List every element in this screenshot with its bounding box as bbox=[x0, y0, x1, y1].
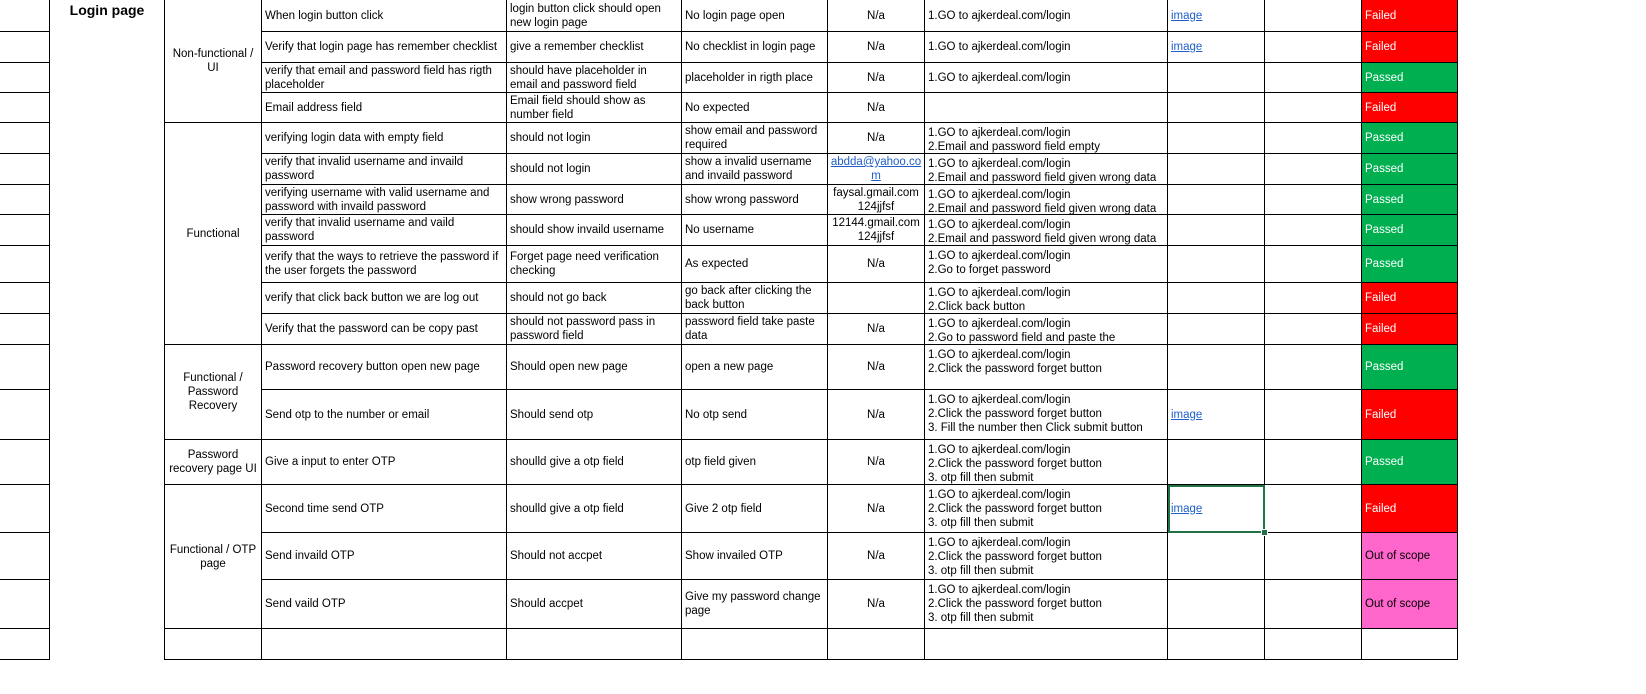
test-steps-cell-text: 1.GO to ajkerdeal.com/login 2.Click the password forget button 3. otp fill then submit bbox=[928, 489, 1102, 529]
actual-result-cell[interactable] bbox=[682, 215, 828, 246]
actual-result-cell-text: As expected bbox=[685, 258, 749, 270]
expected-result-cell-text: should show invaild username bbox=[510, 224, 665, 236]
test-data-cell[interactable] bbox=[828, 246, 925, 283]
description-cell-text: Second time send OTP bbox=[265, 502, 384, 515]
expected-result-cell[interactable] bbox=[507, 533, 682, 580]
test-data-cell[interactable] bbox=[828, 154, 925, 185]
cell-a[interactable] bbox=[0, 246, 50, 283]
test-data-cell[interactable] bbox=[828, 63, 925, 93]
cell-a[interactable] bbox=[0, 123, 50, 154]
description-cell[interactable] bbox=[262, 0, 507, 32]
expected-result-cell-text: login button click should open new login page bbox=[510, 2, 661, 29]
status-cell[interactable] bbox=[1362, 32, 1458, 63]
section-cell[interactable] bbox=[50, 0, 165, 660]
cell-a[interactable] bbox=[0, 154, 50, 185]
status-cell[interactable] bbox=[1362, 185, 1458, 215]
status-label: Passed bbox=[1365, 193, 1404, 206]
description-cell-text: Send vaild OTP bbox=[265, 598, 346, 610]
description-cell-text: Password recovery button open new page bbox=[265, 361, 480, 373]
description-cell[interactable] bbox=[262, 32, 507, 63]
status-cell[interactable] bbox=[1362, 283, 1458, 314]
status-cell[interactable] bbox=[1362, 93, 1458, 123]
group-label: Functional bbox=[186, 227, 240, 240]
test-steps-cell-text: 1.GO to ajkerdeal.com/login 2.Click the password forget button 3. Fill the number then Click submit button bbox=[928, 394, 1143, 434]
group-label: Non-functional / UI bbox=[172, 48, 254, 74]
actual-result-cell-text: show a invalid username and invaild password bbox=[685, 156, 812, 182]
actual-result-cell-text: No checklist in login page bbox=[685, 41, 816, 53]
status-cell[interactable] bbox=[1362, 0, 1458, 32]
description-cell[interactable] bbox=[262, 154, 507, 185]
test-data-cell-text: N/a bbox=[867, 598, 885, 610]
test-steps-cell-text: 1.GO to ajkerdeal.com/login 2.Go to password field and paste the bbox=[928, 318, 1116, 344]
actual-result-cell[interactable] bbox=[682, 63, 828, 93]
expected-result-cell[interactable] bbox=[507, 154, 682, 185]
expected-result-cell-text: show wrong password bbox=[510, 193, 624, 206]
test-data-cell-text: N/a bbox=[867, 323, 885, 335]
status-cell[interactable] bbox=[1362, 485, 1458, 533]
test-data-cell[interactable] bbox=[828, 485, 925, 533]
description-cell[interactable] bbox=[262, 93, 507, 123]
evidence-cell[interactable] bbox=[1168, 533, 1265, 580]
image-link[interactable]: image bbox=[1171, 502, 1203, 515]
empty-cell[interactable] bbox=[1362, 629, 1458, 660]
status-label: Failed bbox=[1365, 41, 1397, 53]
actual-result-cell[interactable] bbox=[682, 0, 828, 32]
test-data-cell-text: N/a bbox=[867, 502, 885, 515]
test-steps-cell[interactable] bbox=[925, 32, 1168, 63]
actual-result-cell[interactable] bbox=[682, 93, 828, 123]
actual-result-cell-text: password field take paste data bbox=[685, 316, 815, 342]
test-steps-cell[interactable] bbox=[925, 63, 1168, 93]
test-data-cell[interactable] bbox=[828, 215, 925, 246]
status-label: Failed bbox=[1365, 408, 1397, 421]
actual-result-cell-text: show email and password required bbox=[685, 125, 818, 151]
actual-result-cell-text: go back after clicking the back button bbox=[685, 285, 812, 311]
image-link[interactable]: image bbox=[1171, 408, 1203, 421]
section-title: Login page bbox=[69, 2, 145, 18]
status-cell[interactable] bbox=[1362, 123, 1458, 154]
test-steps-cell[interactable] bbox=[925, 154, 1168, 185]
cell-a[interactable] bbox=[0, 185, 50, 215]
actual-result-cell-text: No login page open bbox=[685, 9, 785, 22]
cell-a[interactable] bbox=[0, 215, 50, 246]
status-label: Passed bbox=[1365, 258, 1404, 270]
cell-a[interactable] bbox=[0, 390, 50, 440]
status-label: Failed bbox=[1365, 9, 1397, 22]
description-cell-text: verify that invalid username and invaild password bbox=[265, 156, 464, 182]
empty-cell[interactable] bbox=[828, 629, 925, 660]
actual-result-cell[interactable] bbox=[682, 314, 828, 345]
test-data-cell[interactable] bbox=[828, 185, 925, 215]
description-cell[interactable] bbox=[262, 440, 507, 485]
empty-cell[interactable] bbox=[1265, 32, 1362, 63]
test-data-cell[interactable] bbox=[828, 32, 925, 63]
test-data-cell-text: N/a bbox=[867, 41, 885, 53]
expected-result-cell-text: Should not accpet bbox=[510, 550, 603, 562]
test-steps-cell[interactable] bbox=[925, 215, 1168, 246]
status-cell[interactable] bbox=[1362, 440, 1458, 485]
expected-result-cell[interactable] bbox=[507, 32, 682, 63]
empty-cell[interactable] bbox=[1265, 314, 1362, 345]
expected-result-cell-text: should not go back bbox=[510, 292, 607, 304]
status-cell[interactable] bbox=[1362, 63, 1458, 93]
status-cell[interactable] bbox=[1362, 345, 1458, 390]
actual-result-cell-text: show wrong password bbox=[685, 193, 799, 206]
test-steps-cell[interactable] bbox=[925, 246, 1168, 283]
empty-cell[interactable] bbox=[1265, 533, 1362, 580]
status-label: Out of scope bbox=[1365, 550, 1431, 562]
expected-result-cell-text: Should accpet bbox=[510, 598, 583, 610]
evidence-cell[interactable] bbox=[1168, 93, 1265, 123]
expected-result-cell[interactable] bbox=[507, 314, 682, 345]
test-data-cell[interactable] bbox=[828, 123, 925, 154]
actual-result-cell-text: No expected bbox=[685, 101, 750, 114]
expected-result-cell[interactable] bbox=[507, 283, 682, 314]
cell-a[interactable] bbox=[0, 0, 50, 32]
test-data-cell[interactable] bbox=[828, 440, 925, 485]
expected-result-cell[interactable] bbox=[507, 215, 682, 246]
cell-a[interactable] bbox=[0, 485, 50, 533]
status-label: Failed bbox=[1365, 292, 1397, 304]
test-steps-cell-text: 1.GO to ajkerdeal.com/login 2.Click back button bbox=[928, 287, 1071, 313]
test-steps-cell-text: 1.GO to ajkerdeal.com/login bbox=[928, 9, 1071, 22]
empty-cell[interactable] bbox=[1265, 123, 1362, 154]
cell-a[interactable] bbox=[0, 345, 50, 390]
test-steps-cell[interactable] bbox=[925, 345, 1168, 390]
test-data-cell-text: N/a bbox=[867, 71, 885, 84]
empty-cell[interactable] bbox=[925, 629, 1168, 660]
expected-result-cell-text: should not login bbox=[510, 163, 591, 175]
test-steps-cell[interactable] bbox=[925, 485, 1168, 533]
evidence-cell[interactable] bbox=[1168, 345, 1265, 390]
description-cell-text: Give a input to enter OTP bbox=[265, 456, 396, 468]
evidence-cell[interactable] bbox=[1168, 185, 1265, 215]
actual-result-cell-text: No otp send bbox=[685, 408, 748, 421]
test-steps-cell[interactable] bbox=[925, 580, 1168, 629]
test-steps-cell[interactable] bbox=[925, 390, 1168, 440]
cell-a[interactable] bbox=[0, 32, 50, 63]
cell-a[interactable] bbox=[0, 63, 50, 93]
test-data-cell-text: faysal.gmail.com 124jjfsf bbox=[833, 186, 919, 213]
cell-a[interactable] bbox=[0, 314, 50, 345]
status-cell[interactable] bbox=[1362, 314, 1458, 345]
group-label: Functional / OTP page bbox=[169, 543, 257, 570]
image-link[interactable]: image bbox=[1171, 41, 1203, 53]
expected-result-cell-text: should not password pass in password field bbox=[510, 316, 656, 342]
empty-cell[interactable] bbox=[1265, 246, 1362, 283]
evidence-cell[interactable] bbox=[1168, 283, 1265, 314]
description-cell-text: Email address field bbox=[265, 101, 363, 114]
test-steps-cell[interactable] bbox=[925, 93, 1168, 123]
test-steps-cell-text: 1.GO to ajkerdeal.com/login bbox=[928, 41, 1071, 53]
evidence-cell[interactable] bbox=[1168, 580, 1265, 629]
actual-result-cell-text: Show invailed OTP bbox=[685, 550, 783, 562]
description-cell-text: Verify that login page has remember checklist bbox=[265, 41, 498, 53]
actual-result-cell[interactable] bbox=[682, 154, 828, 185]
empty-cell[interactable] bbox=[507, 629, 682, 660]
description-cell[interactable] bbox=[262, 390, 507, 440]
test-data-cell[interactable] bbox=[828, 0, 925, 32]
description-cell-text: verify that invalid username and vaild password bbox=[265, 217, 455, 243]
cell-a[interactable] bbox=[0, 629, 50, 660]
actual-result-cell-text: Give 2 otp field bbox=[685, 502, 762, 515]
empty-cell[interactable] bbox=[1265, 154, 1362, 185]
expected-result-cell-text: shoulld give a otp field bbox=[510, 456, 624, 468]
actual-result-cell[interactable] bbox=[682, 485, 828, 533]
expected-result-cell-text: should not login bbox=[510, 132, 591, 144]
evidence-cell[interactable] bbox=[1168, 440, 1265, 485]
actual-result-cell[interactable] bbox=[682, 440, 828, 485]
evidence-cell[interactable] bbox=[1168, 123, 1265, 154]
expected-result-cell-text: Forget page need verification checking bbox=[510, 251, 659, 277]
fill-handle[interactable] bbox=[1261, 529, 1268, 536]
status-label: Failed bbox=[1365, 101, 1397, 114]
description-cell-text: Send invaild OTP bbox=[265, 550, 355, 562]
description-cell-text: verify that the ways to retrieve the password if the user forgets the password bbox=[265, 251, 499, 277]
status-cell[interactable] bbox=[1362, 390, 1458, 440]
image-link[interactable]: image bbox=[1171, 9, 1203, 22]
status-label: Passed bbox=[1365, 132, 1404, 144]
test-data-cell-text: N/a bbox=[867, 550, 885, 562]
description-cell[interactable] bbox=[262, 215, 507, 246]
empty-cell[interactable] bbox=[1265, 345, 1362, 390]
status-label: Passed bbox=[1365, 71, 1404, 84]
test-steps-cell-text: 1.GO to ajkerdeal.com/login 2.Click the password forget button 3. otp fill then submit bbox=[928, 444, 1102, 484]
test-data-cell[interactable] bbox=[828, 580, 925, 629]
description-cell[interactable] bbox=[262, 123, 507, 154]
test-data-cell-text: N/a bbox=[867, 456, 885, 468]
cell-a[interactable] bbox=[0, 440, 50, 485]
actual-result-cell[interactable] bbox=[682, 246, 828, 283]
status-label: Passed bbox=[1365, 361, 1404, 373]
group-cell[interactable] bbox=[165, 485, 262, 629]
group-label: Password recovery page UI bbox=[169, 449, 257, 475]
description-cell[interactable] bbox=[262, 185, 507, 215]
empty-cell[interactable] bbox=[1265, 580, 1362, 629]
test-data-cell-text: N/a bbox=[867, 101, 885, 114]
description-cell[interactable] bbox=[262, 580, 507, 629]
test-steps-cell[interactable] bbox=[925, 0, 1168, 32]
cell-a[interactable] bbox=[0, 93, 50, 123]
test-data-cell[interactable] bbox=[828, 314, 925, 345]
test-data-cell[interactable] bbox=[828, 345, 925, 390]
actual-result-cell[interactable] bbox=[682, 533, 828, 580]
evidence-cell[interactable] bbox=[1168, 154, 1265, 185]
description-cell[interactable] bbox=[262, 63, 507, 93]
description-cell[interactable] bbox=[262, 314, 507, 345]
empty-cell[interactable] bbox=[1265, 63, 1362, 93]
evidence-cell[interactable] bbox=[1168, 390, 1265, 440]
evidence-cell[interactable] bbox=[1168, 314, 1265, 345]
test-steps-cell-text: 1.GO to ajkerdeal.com/login 2.Click the password forget button 3. otp fill then submit bbox=[928, 584, 1102, 624]
expected-result-cell[interactable] bbox=[507, 185, 682, 215]
description-cell-text: verifying username with valid username and password with invaild password bbox=[265, 186, 490, 213]
evidence-cell[interactable] bbox=[1168, 63, 1265, 93]
empty-cell[interactable] bbox=[682, 629, 828, 660]
status-label: Failed bbox=[1365, 323, 1397, 335]
empty-cell[interactable] bbox=[1265, 0, 1362, 32]
description-cell[interactable] bbox=[262, 533, 507, 580]
actual-result-cell-text: otp field given bbox=[685, 456, 756, 468]
actual-result-cell[interactable] bbox=[682, 283, 828, 314]
expected-result-cell[interactable] bbox=[507, 440, 682, 485]
status-cell[interactable] bbox=[1362, 580, 1458, 629]
test-steps-cell[interactable] bbox=[925, 533, 1168, 580]
description-cell-text: When login button click bbox=[265, 9, 384, 22]
test-data-cell[interactable] bbox=[828, 283, 925, 314]
test-steps-cell[interactable] bbox=[925, 185, 1168, 215]
empty-cell[interactable] bbox=[1265, 185, 1362, 215]
status-cell[interactable] bbox=[1362, 215, 1458, 246]
test-data-cell-text: N/a bbox=[867, 132, 885, 144]
description-cell[interactable] bbox=[262, 485, 507, 533]
test-steps-cell[interactable] bbox=[925, 123, 1168, 154]
expected-result-cell[interactable] bbox=[507, 485, 682, 533]
empty-cell[interactable] bbox=[1265, 440, 1362, 485]
actual-result-cell-text: placeholder in rigth place bbox=[685, 71, 813, 84]
description-cell[interactable] bbox=[262, 246, 507, 283]
empty-cell[interactable] bbox=[1265, 485, 1362, 533]
status-label: Passed bbox=[1365, 224, 1404, 236]
selected-cell[interactable] bbox=[1168, 485, 1265, 533]
description-cell-text: verify that email and password field has rigth placeholder bbox=[265, 64, 492, 91]
description-cell-text: Verify that the password can be copy past bbox=[265, 323, 478, 335]
description-cell-text: verifying login data with empty field bbox=[265, 132, 444, 144]
empty-cell[interactable] bbox=[262, 629, 507, 660]
expected-result-cell[interactable] bbox=[507, 390, 682, 440]
test-steps-cell-text: 1.GO to ajkerdeal.com/login bbox=[928, 71, 1071, 84]
email-link[interactable]: abdda@yahoo.co m bbox=[830, 156, 922, 182]
expected-result-cell-text: should have placeholder in email and password field bbox=[510, 64, 647, 91]
test-steps-cell[interactable] bbox=[925, 440, 1168, 485]
expected-result-cell[interactable] bbox=[507, 63, 682, 93]
group-cell[interactable] bbox=[165, 0, 262, 123]
actual-result-cell[interactable] bbox=[682, 580, 828, 629]
empty-cell[interactable] bbox=[1265, 283, 1362, 314]
status-label: Out of scope bbox=[1365, 598, 1431, 610]
empty-cell[interactable] bbox=[165, 629, 262, 660]
actual-result-cell-text: Give my password change page bbox=[685, 591, 821, 617]
test-steps-cell-text: 1.GO to ajkerdeal.com/login 2.Email and password field empty bbox=[928, 127, 1100, 153]
actual-result-cell[interactable] bbox=[682, 345, 828, 390]
empty-cell[interactable] bbox=[1265, 629, 1362, 660]
status-cell[interactable] bbox=[1362, 533, 1458, 580]
evidence-cell[interactable] bbox=[1168, 215, 1265, 246]
group-cell[interactable] bbox=[165, 123, 262, 345]
expected-result-cell[interactable] bbox=[507, 246, 682, 283]
expected-result-cell[interactable] bbox=[507, 345, 682, 390]
test-steps-cell-text: 1.GO to ajkerdeal.com/login 2.Email and password field given wrong data bbox=[928, 219, 1157, 245]
actual-result-cell-text: No username bbox=[685, 224, 755, 236]
expected-result-cell-text: shoulld give a otp field bbox=[510, 502, 624, 515]
empty-cell[interactable] bbox=[1265, 93, 1362, 123]
expected-result-cell[interactable] bbox=[507, 123, 682, 154]
test-data-cell-text: N/a bbox=[867, 361, 885, 373]
empty-cell[interactable] bbox=[1265, 215, 1362, 246]
actual-result-cell-text: open a new page bbox=[685, 361, 774, 373]
expected-result-cell-text: Should open new page bbox=[510, 361, 628, 373]
status-cell[interactable] bbox=[1362, 154, 1458, 185]
test-steps-cell[interactable] bbox=[925, 283, 1168, 314]
description-cell[interactable] bbox=[262, 283, 507, 314]
test-data-cell-text: N/a bbox=[867, 408, 885, 421]
group-cell[interactable] bbox=[165, 440, 262, 485]
expected-result-cell[interactable] bbox=[507, 580, 682, 629]
evidence-cell[interactable] bbox=[1168, 32, 1265, 63]
group-cell[interactable] bbox=[165, 345, 262, 440]
cell-a[interactable] bbox=[0, 533, 50, 580]
empty-cell[interactable] bbox=[1168, 629, 1265, 660]
test-steps-cell-text: 1.GO to ajkerdeal.com/login 2.Click the password forget button bbox=[928, 349, 1102, 375]
cell-a[interactable] bbox=[0, 283, 50, 314]
status-label: Passed bbox=[1365, 456, 1404, 468]
test-data-cell-text: N/a bbox=[867, 258, 885, 270]
empty-cell[interactable] bbox=[1265, 390, 1362, 440]
description-cell-text: Send otp to the number or email bbox=[265, 408, 430, 421]
test-steps-cell-text: 1.GO to ajkerdeal.com/login 2.Go to forget password bbox=[928, 250, 1071, 276]
expected-result-cell[interactable] bbox=[507, 93, 682, 123]
group-label: Functional / Password Recovery bbox=[183, 372, 243, 412]
expected-result-cell[interactable] bbox=[507, 0, 682, 32]
evidence-cell[interactable] bbox=[1168, 0, 1265, 32]
test-steps-cell-text: 1.GO to ajkerdeal.com/login 2.Click the password forget button 3. otp fill then submit bbox=[928, 537, 1102, 577]
actual-result-cell[interactable] bbox=[682, 32, 828, 63]
test-steps-cell-text: 1.GO to ajkerdeal.com/login 2.Email and password field given wrong data bbox=[928, 158, 1157, 184]
test-steps-cell[interactable] bbox=[925, 314, 1168, 345]
test-data-cell-text: 12144.gmail.com 124jjfsf bbox=[832, 217, 920, 243]
evidence-cell[interactable] bbox=[1168, 246, 1265, 283]
test-data-cell-text: N/a bbox=[867, 9, 885, 22]
actual-result-cell[interactable] bbox=[682, 390, 828, 440]
test-data-cell[interactable] bbox=[828, 93, 925, 123]
test-data-cell[interactable] bbox=[828, 390, 925, 440]
expected-result-cell-text: Should send otp bbox=[510, 408, 594, 421]
test-data-cell[interactable] bbox=[828, 533, 925, 580]
description-cell-text: verify that click back button we are log out bbox=[265, 292, 479, 304]
actual-result-cell[interactable] bbox=[682, 123, 828, 154]
status-cell[interactable] bbox=[1362, 246, 1458, 283]
status-label: Passed bbox=[1365, 163, 1404, 175]
cell-a[interactable] bbox=[0, 580, 50, 629]
actual-result-cell[interactable] bbox=[682, 185, 828, 215]
description-cell[interactable] bbox=[262, 345, 507, 390]
expected-result-cell-text: give a remember checklist bbox=[510, 41, 644, 53]
test-steps-cell-text: 1.GO to ajkerdeal.com/login 2.Email and password field given wrong data bbox=[928, 189, 1157, 215]
status-label: Failed bbox=[1365, 502, 1397, 515]
expected-result-cell-text: Email field should show as number field bbox=[510, 94, 646, 121]
